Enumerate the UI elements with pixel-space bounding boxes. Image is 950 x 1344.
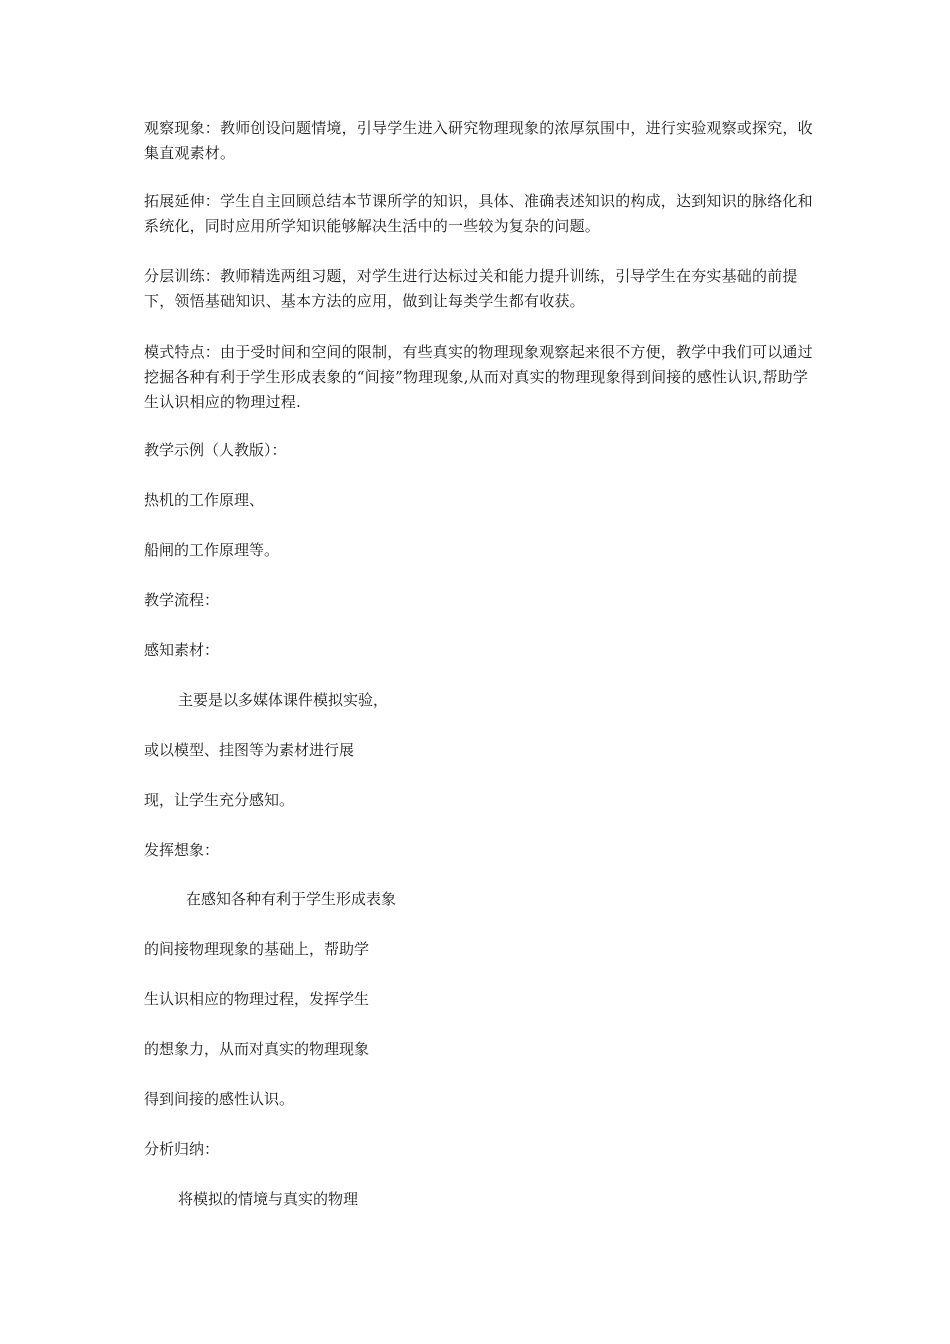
line-ship-lock: 船闸的工作原理等。 — [144, 541, 280, 559]
line-heat-engine: 热机的工作原理、 — [144, 491, 265, 509]
paragraph-observe: 观察现象：教师创设问题情境，引导学生进入研究物理现象的浓厚氛围中，进行实验观察或探究，收集直观素材。 — [144, 119, 813, 162]
line-imagination-5: 得到间接的感性认识。 — [144, 1090, 295, 1108]
line-analysis-1: 将模拟的情境与真实的物理 — [178, 1190, 359, 1208]
heading-analysis: 分析归纳： — [144, 1140, 220, 1158]
paragraph-layered-training: 分层训练：教师精选两组习题，对学生进行达标过关和能力提升训练，引导学生在夯实基础的前提下，领悟基础知识、基本方法的应用，做到让每类学生都有收获。 — [144, 267, 798, 310]
line-perceive-1: 主要是以多媒体课件模拟实验， — [178, 691, 389, 709]
line-imagination-3: 生认识相应的物理过程，发挥学生 — [144, 990, 370, 1008]
line-imagination-4: 的想象力，从而对真实的物理现象 — [144, 1040, 370, 1058]
heading-teaching-example: 教学示例（人教版）： — [144, 441, 287, 459]
paragraph-mode-features: 模式特点：由于受时间和空间的限制，有些真实的物理现象观察起来很不方便，教学中我们可以通过挖掘各种有利于学生形成表象的“间接”物理现象,从而对真实的物理现象得到间接的感性认识,帮助学生认识相应的物理过程. — [144, 343, 813, 411]
line-perceive-3: 现，让学生充分感知。 — [144, 791, 295, 809]
line-imagination-2: 的间接物理现象的基础上，帮助学 — [144, 940, 370, 958]
heading-imagination: 发挥想象： — [144, 841, 220, 859]
heading-perceive-material: 感知素材： — [144, 641, 220, 659]
heading-teaching-process: 教学流程： — [144, 591, 220, 609]
paragraph-extend: 拓展延伸：学生自主回顾总结本节课所学的知识，具体、准确表述知识的构成，达到知识的脉络化和系统化，同时应用所学知识能够解决生活中的一些较为复杂的问题。 — [144, 192, 813, 235]
line-perceive-2: 或以模型、挂图等为素材进行展 — [144, 741, 355, 759]
line-imagination-1: 在感知各种有利于学生形成表象 — [186, 890, 397, 908]
